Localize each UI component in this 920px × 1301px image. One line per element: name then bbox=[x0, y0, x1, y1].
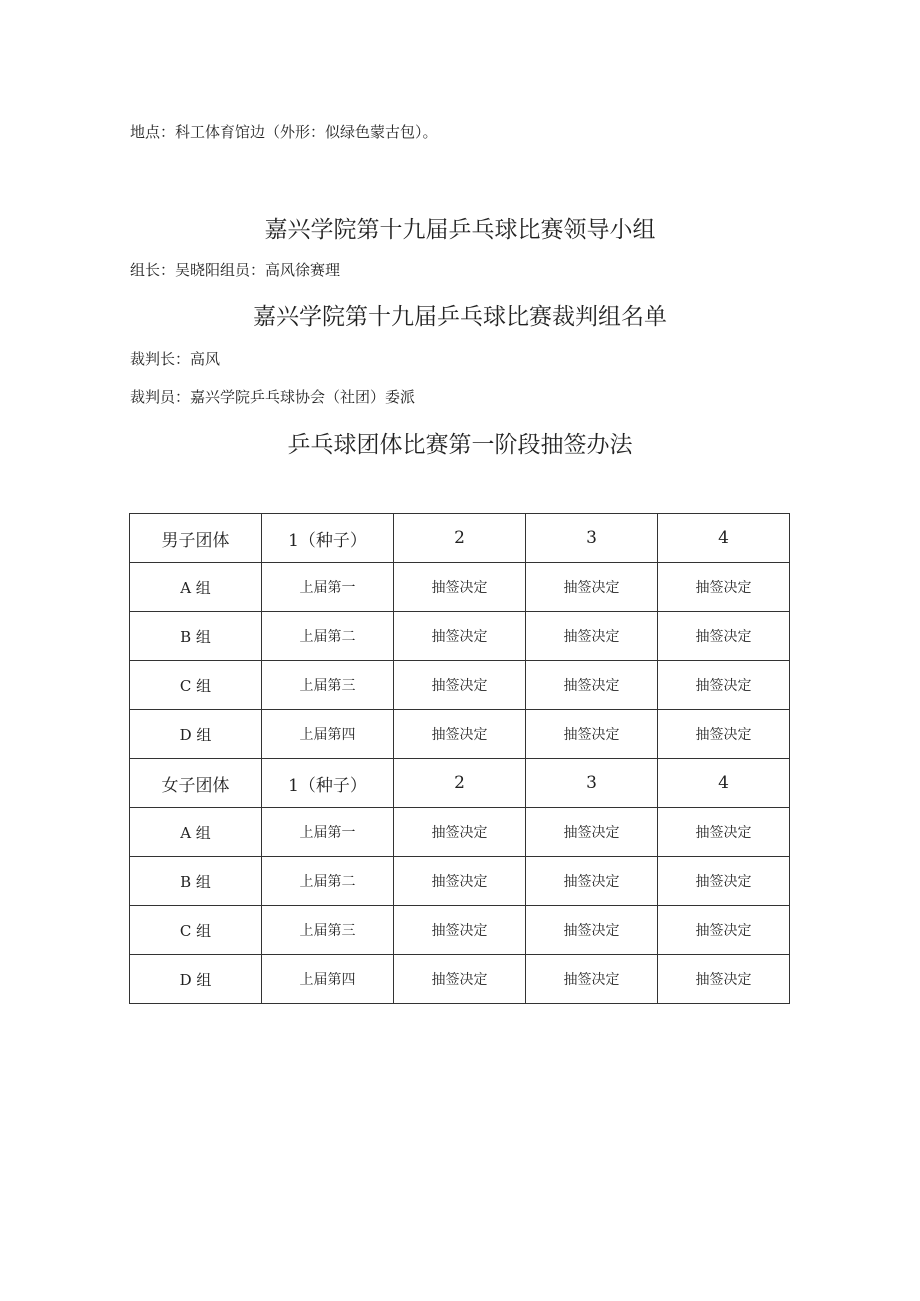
draw-cell: 抽签决定 bbox=[526, 808, 658, 857]
seed-cell: 上届第二 bbox=[262, 857, 394, 906]
draw-cell: 抽签决定 bbox=[394, 906, 526, 955]
draw-cell: 抽签决定 bbox=[526, 661, 658, 710]
header-cell: 1（种子） bbox=[262, 759, 394, 808]
header-cell: 3 bbox=[526, 759, 658, 808]
header-cell: 4 bbox=[658, 514, 790, 563]
draw-cell: 抽签决定 bbox=[658, 710, 790, 759]
seed-cell: 上届第三 bbox=[262, 661, 394, 710]
draw-cell: 抽签决定 bbox=[658, 906, 790, 955]
draw-cell: 抽签决定 bbox=[394, 563, 526, 612]
group-cell: B 组 bbox=[130, 857, 262, 906]
group-cell: C 组 bbox=[130, 906, 262, 955]
table-row bbox=[130, 857, 790, 906]
table-row bbox=[130, 661, 790, 710]
draw-cell: 抽签决定 bbox=[658, 563, 790, 612]
draw-cell: 抽签决定 bbox=[394, 710, 526, 759]
header-cell: 女子团体 bbox=[130, 759, 262, 808]
leadership-members: 组长：吴晓阳组员：高风徐赛理 bbox=[130, 261, 341, 279]
table-row bbox=[130, 563, 790, 612]
seed-cell: 上届第一 bbox=[262, 563, 394, 612]
group-cell: A 组 bbox=[130, 808, 262, 857]
seed-cell: 上届第三 bbox=[262, 906, 394, 955]
group-cell: D 组 bbox=[130, 955, 262, 1004]
draw-table bbox=[129, 513, 790, 1004]
table-row bbox=[130, 612, 790, 661]
draw-cell: 抽签决定 bbox=[526, 955, 658, 1004]
header-cell: 1（种子） bbox=[262, 514, 394, 563]
draw-cell: 抽签决定 bbox=[394, 857, 526, 906]
draw-cell: 抽签决定 bbox=[526, 612, 658, 661]
leadership-title: 嘉兴学院第十九届乒乓球比赛领导小组 bbox=[264, 217, 656, 243]
draw-method-title: 乒乓球团体比赛第一阶段抽签办法 bbox=[287, 432, 633, 458]
group-cell: D 组 bbox=[130, 710, 262, 759]
header-cell: 2 bbox=[394, 759, 526, 808]
group-cell: A 组 bbox=[130, 563, 262, 612]
draw-cell: 抽签决定 bbox=[394, 955, 526, 1004]
referees-title: 嘉兴学院第十九届乒乓球比赛裁判组名单 bbox=[253, 304, 667, 330]
seed-cell: 上届第四 bbox=[262, 955, 394, 1004]
header-cell: 男子团体 bbox=[130, 514, 262, 563]
draw-cell: 抽签决定 bbox=[526, 906, 658, 955]
header-cell: 4 bbox=[658, 759, 790, 808]
men-team-header-row bbox=[130, 514, 790, 563]
table-row bbox=[130, 710, 790, 759]
referee-staff: 裁判员：嘉兴学院乒乓球协会（社团）委派 bbox=[130, 388, 416, 406]
draw-cell: 抽签决定 bbox=[658, 808, 790, 857]
table-row bbox=[130, 955, 790, 1004]
draw-cell: 抽签决定 bbox=[394, 661, 526, 710]
draw-cell: 抽签决定 bbox=[658, 612, 790, 661]
table-row bbox=[130, 808, 790, 857]
draw-cell: 抽签决定 bbox=[526, 710, 658, 759]
draw-cell: 抽签决定 bbox=[526, 857, 658, 906]
location-line: 地点：科工体育馆边（外形：似绿色蒙古包）。 bbox=[130, 123, 438, 141]
seed-cell: 上届第一 bbox=[262, 808, 394, 857]
chief-referee: 裁判长：高风 bbox=[130, 350, 221, 368]
draw-cell: 抽签决定 bbox=[394, 612, 526, 661]
draw-cell: 抽签决定 bbox=[658, 857, 790, 906]
group-cell: B 组 bbox=[130, 612, 262, 661]
draw-cell: 抽签决定 bbox=[658, 661, 790, 710]
seed-cell: 上届第四 bbox=[262, 710, 394, 759]
seed-cell: 上届第二 bbox=[262, 612, 394, 661]
draw-cell: 抽签决定 bbox=[394, 808, 526, 857]
header-cell: 3 bbox=[526, 514, 658, 563]
header-cell: 2 bbox=[394, 514, 526, 563]
draw-cell: 抽签决定 bbox=[658, 955, 790, 1004]
women-team-header-row bbox=[130, 759, 790, 808]
draw-cell: 抽签决定 bbox=[526, 563, 658, 612]
table-row bbox=[130, 906, 790, 955]
group-cell: C 组 bbox=[130, 661, 262, 710]
